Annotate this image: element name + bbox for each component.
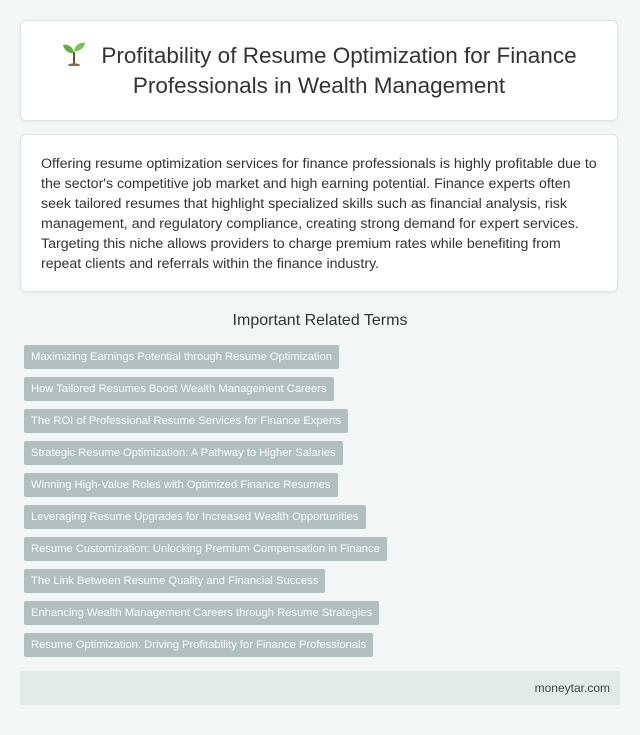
page-title — [51, 40, 587, 101]
related-term-tag[interactable]: Resume Customization: Unlocking Premium Compensation in Finance — [24, 537, 387, 561]
related-term-tag[interactable]: The ROI of Professional Resume Services for Finance Experts — [24, 409, 348, 433]
related-term-tag[interactable]: Leveraging Resume Upgrades for Increased Wealth Opportunities — [24, 505, 366, 529]
description-text: Offering resume optimization services for finance professionals is highly profitable due to the sector's competitive job market and high earning potential. Finance experts often seek tailored resumes that highlight specialized skills such as financial analysis, risk management, and regulatory compliance, creating strong demand for expert services. Targeting this niche allows providers to charge premium rates while benefiting from repeat clients and referrals within the finance industry. — [41, 156, 597, 272]
related-term-tag[interactable]: Enhancing Wealth Management Careers through Resume Strategies — [24, 601, 379, 625]
page-title-text: Profitability of Resume Optimization for Finance Professionals in Wealth Management — [101, 43, 577, 98]
related-term-tag[interactable]: How Tailored Resumes Boost Wealth Management Careers — [24, 377, 334, 401]
footer-bar — [20, 671, 620, 705]
related-terms-list — [24, 345, 387, 665]
sprout-icon — [61, 40, 87, 66]
related-term-tag[interactable]: Winning High-Value Roles with Optimized Finance Resumes — [24, 473, 338, 497]
related-term-tag[interactable]: Maximizing Earnings Potential through Resume Optimization — [24, 345, 339, 369]
footer-site-link[interactable]: moneytar.com — [534, 681, 610, 695]
title-card — [20, 20, 618, 121]
description-card — [20, 134, 618, 292]
related-term-tag[interactable]: The Link Between Resume Quality and Financial Success — [24, 569, 325, 593]
related-term-tag[interactable]: Resume Optimization: Driving Profitability for Finance Professionals — [24, 633, 373, 657]
related-term-tag[interactable]: Strategic Resume Optimization: A Pathway to Higher Salaries — [24, 441, 343, 465]
related-terms-heading: Important Related Terms — [232, 312, 408, 329]
